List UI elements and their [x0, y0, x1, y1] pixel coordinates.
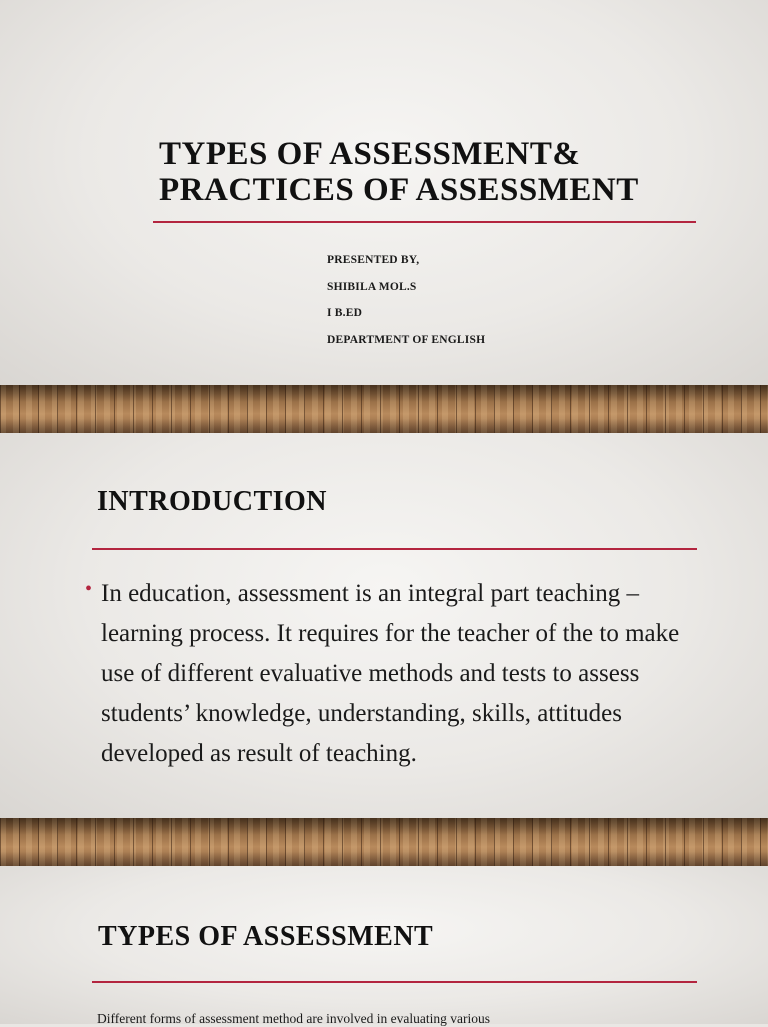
- presenter-department: DEPARTMENT OF ENGLISH: [327, 334, 486, 346]
- title-divider: [153, 221, 696, 223]
- presenter-label: PRESENTED BY,: [327, 254, 420, 266]
- types-heading: TYPES OF ASSESSMENT: [98, 921, 434, 952]
- slide-title: [0, 0, 768, 385]
- types-divider: [92, 981, 697, 983]
- slide-types-of-assessment: [0, 866, 768, 1024]
- presenter-name: SHIBILA MOL.S: [327, 281, 417, 293]
- title-line-1: TYPES OF ASSESSMENT&: [159, 136, 581, 172]
- bullet-marker: •: [85, 578, 93, 600]
- slide-title-heading: [159, 136, 639, 208]
- types-body-text: Different forms of assessment method are involved in evaluating various: [97, 1011, 491, 1026]
- introduction-heading: INTRODUCTION: [97, 486, 328, 517]
- title-line-2: PRACTICES OF ASSESSMENT: [159, 172, 639, 208]
- introduction-bullet-text: In education, assessment is an integral part teaching – learning process. It requires for the teacher of the to make use of different evaluative methods and tests to assess students’ knowledge, understanding, skills, attitudes developed as result of teaching.: [101, 580, 680, 767]
- introduction-divider: [92, 548, 697, 550]
- presenter-course: I B.ED: [327, 307, 363, 319]
- wood-floor-divider: [0, 818, 768, 866]
- wood-floor-divider: [0, 385, 768, 433]
